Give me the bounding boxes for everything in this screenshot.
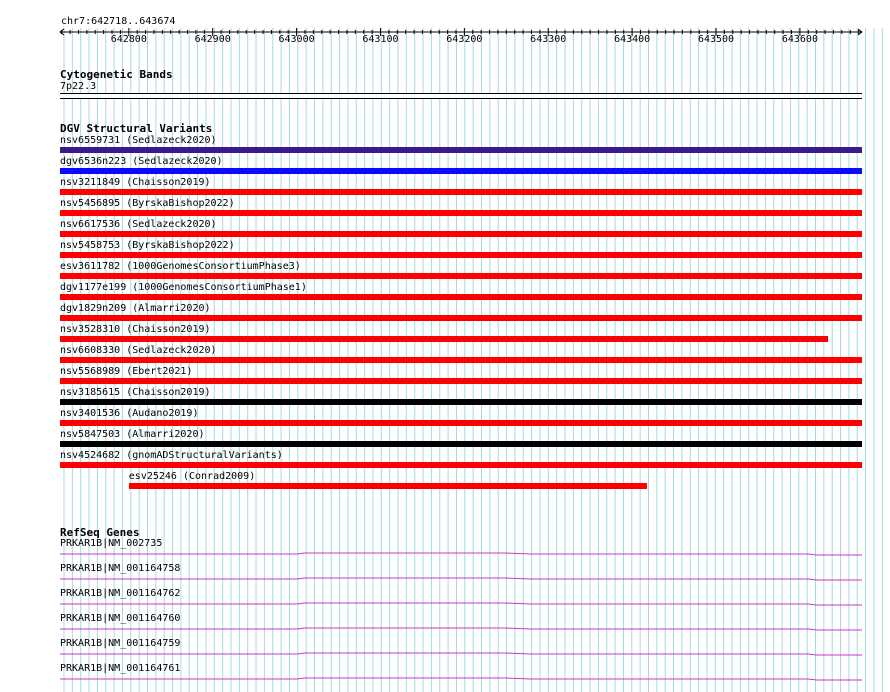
gene-intron-line <box>60 678 862 680</box>
gene-intron-line <box>60 603 862 605</box>
ruler-tick-label: 642800 <box>110 34 147 45</box>
variant-bar[interactable] <box>60 378 862 384</box>
variant-label[interactable]: nsv6559731 (Sedlazeck2020) <box>60 135 217 146</box>
gene-model[interactable] <box>0 573 890 585</box>
variant-label[interactable]: nsv5458753 (ByrskaBishop2022) <box>60 240 235 251</box>
gene-intron-line <box>60 553 862 555</box>
variant-label[interactable]: nsv6617536 (Sedlazeck2020) <box>60 219 217 230</box>
gene-intron-line <box>60 653 862 655</box>
ruler-tick-label: 643200 <box>446 34 483 45</box>
cytoband-track-title: Cytogenetic Bands <box>60 68 173 81</box>
variant-label[interactable]: dgv1177e199 (1000GenomesConsortiumPhase1) <box>60 282 307 293</box>
variant-label[interactable]: dgv6536n223 (Sedlazeck2020) <box>60 156 223 167</box>
variant-bar[interactable] <box>60 294 862 300</box>
ruler-tick-label: 642900 <box>194 34 231 45</box>
ruler-tick-label: 643000 <box>278 34 315 45</box>
variant-bar[interactable] <box>60 315 862 321</box>
ruler-tick-label: 643400 <box>614 34 651 45</box>
gene-model[interactable] <box>0 673 890 685</box>
variant-bar[interactable] <box>60 399 862 405</box>
gene-label[interactable]: PRKAR1B|NM_001164759 <box>60 638 181 649</box>
variant-bar[interactable] <box>60 357 862 363</box>
variant-bar[interactable] <box>60 210 862 216</box>
variant-bar[interactable] <box>60 147 862 153</box>
ruler-tick-label: 643600 <box>781 34 818 45</box>
gene-intron-line <box>60 628 862 630</box>
variant-label[interactable]: nsv4524682 (gnomADStructuralVariants) <box>60 450 283 461</box>
ruler-tick-label: 643100 <box>362 34 399 45</box>
variant-label[interactable]: nsv3401536 (Audano2019) <box>60 408 199 419</box>
refseq-track-title: RefSeq Genes <box>60 526 140 539</box>
variant-bar[interactable] <box>60 189 862 195</box>
variant-bar[interactable] <box>60 273 862 279</box>
variant-label[interactable]: nsv5847503 (Almarri2020) <box>60 429 205 440</box>
gene-label[interactable]: PRKAR1B|NM_001164761 <box>60 663 181 674</box>
variant-label[interactable]: esv25246 (Conrad2009) <box>128 471 256 482</box>
gene-model[interactable] <box>0 648 890 660</box>
gene-intron-line <box>60 578 862 580</box>
gene-label[interactable]: PRKAR1B|NM_001164762 <box>60 588 181 599</box>
variant-label[interactable]: nsv5568989 (Ebert2021) <box>60 366 193 377</box>
variant-bar[interactable] <box>60 231 862 237</box>
variant-bar[interactable] <box>60 252 862 258</box>
gene-model[interactable] <box>0 623 890 635</box>
region-label: chr7:642718..643674 <box>61 16 176 27</box>
variant-label[interactable]: nsv6608330 (Sedlazeck2020) <box>60 345 217 356</box>
variant-bar[interactable] <box>60 441 862 447</box>
gene-label[interactable]: PRKAR1B|NM_001164758 <box>60 563 181 574</box>
variant-bar[interactable] <box>60 420 862 426</box>
gene-label[interactable]: PRKAR1B|NM_002735 <box>60 538 163 549</box>
cytoband-label: 7p22.3 <box>60 81 97 92</box>
ruler-tick-label: 643300 <box>530 34 567 45</box>
variant-label[interactable]: nsv5456895 (ByrskaBishop2022) <box>60 198 235 209</box>
dgv-track-title: DGV Structural Variants <box>60 122 213 135</box>
cytoband-band-bar[interactable] <box>60 93 862 99</box>
variant-label[interactable]: dgv1829n209 (Almarri2020) <box>60 303 211 314</box>
variant-bar[interactable] <box>60 168 862 174</box>
variant-label[interactable]: nsv3211849 (Chaisson2019) <box>60 177 211 188</box>
gene-label[interactable]: PRKAR1B|NM_001164760 <box>60 613 181 624</box>
gene-model[interactable] <box>0 548 890 560</box>
variant-bar[interactable] <box>60 462 862 468</box>
variant-bar[interactable] <box>129 483 647 489</box>
variant-label[interactable]: nsv3528310 (Chaisson2019) <box>60 324 211 335</box>
variant-bar[interactable] <box>60 336 828 342</box>
variant-label[interactable]: nsv3185615 (Chaisson2019) <box>60 387 211 398</box>
gene-model[interactable] <box>0 598 890 610</box>
ruler-tick-label: 643500 <box>697 34 735 45</box>
variant-label[interactable]: esv3611782 (1000GenomesConsortiumPhase3) <box>60 261 301 272</box>
